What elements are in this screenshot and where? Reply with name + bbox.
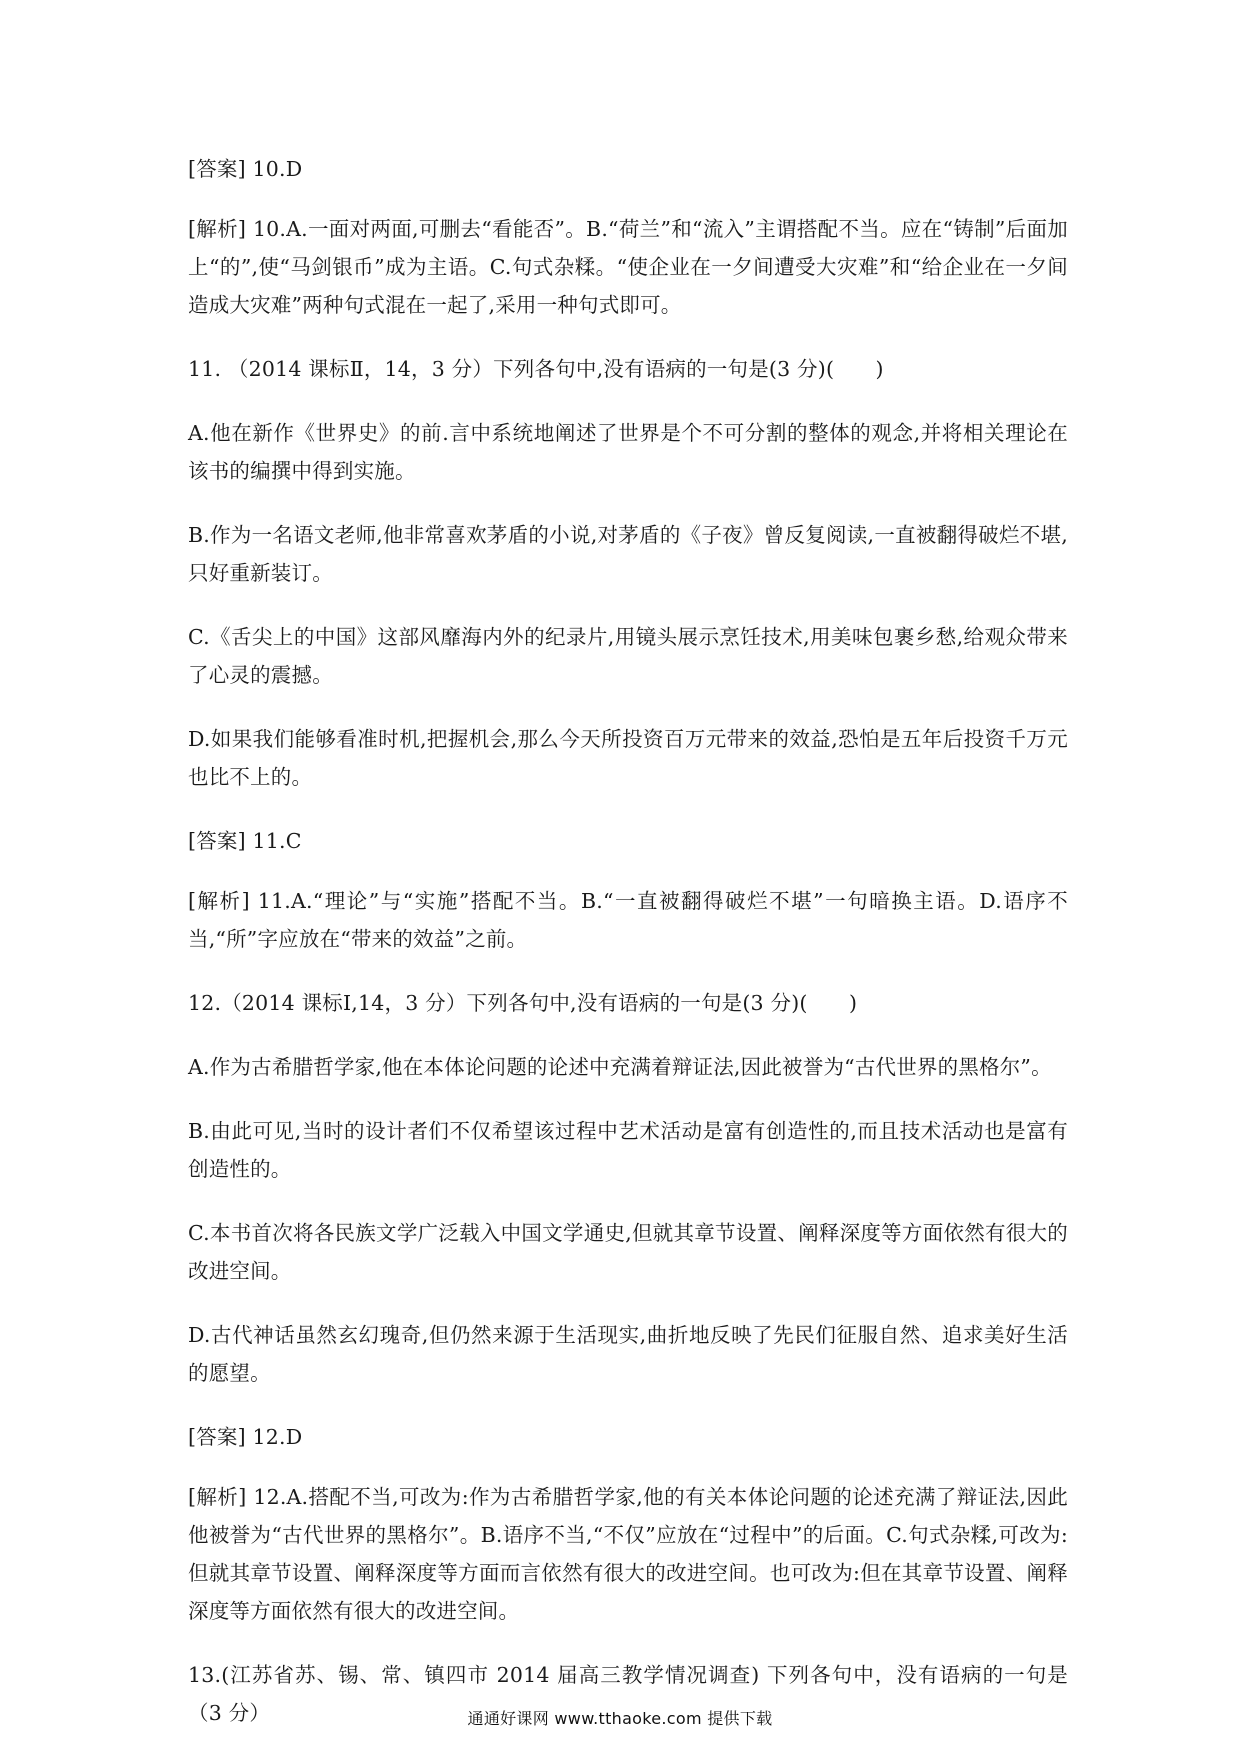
q11-option-c: C.《舌尖上的中国》这部风靡海内外的纪录片,用镜头展示烹饪技术,用美味包裹乡愁,给观众带来了心灵的震撼。 (188, 625, 1068, 687)
analysis-12: [解析] 12.A.搭配不当,可改为:作为古希腊哲学家,他的有关本体论问题的论述充满了辩证法,因此他被誉为“古代世界的黑格尔”。B.语序不当,“不仅”应放在“过程中”的后面。C.句式杂糅,可改为:但就其章节设置、阐释深度等方面而言依然有很大的改进空间。也可改为:但在其章节设置、阐释深度等方面依然有很大的改进空间。 (188, 1485, 1068, 1623)
answer-12: [答案] 12.D (188, 1425, 303, 1449)
q12-option-d: D.古代神话虽然玄幻瑰奇,但仍然来源于生活现实,曲折地反映了先民们征服自然、追求美好生活的愿望。 (188, 1323, 1068, 1385)
question-11: 11. （2014 课标Ⅱ，14，3 分）下列各句中,没有语病的一句是(3 分)( ) (188, 357, 884, 381)
document-body (188, 150, 1068, 1758)
question-13: 13.(江苏省苏、锡、常、镇四市 2014 届高三教学情况调查) 下列各句中，没有语病的一句是（3 分） (188, 1663, 1068, 1725)
q12-option-a: A.作为古希腊哲学家,他在本体论问题的论述中充满着辩证法,因此被誉为“古代世界的黑格尔”。 (188, 1055, 1052, 1079)
page-footer: 通通好课网 www.tthaoke.com 提供下载 (467, 1709, 773, 1728)
answer-11: [答案] 11.C (188, 829, 302, 853)
q11-option-a: A.他在新作《世界史》的前.言中系统地阐述了世界是个不可分割的整体的观念,并将相关理论在该书的编撰中得到实施。 (188, 421, 1068, 483)
q11-option-b: B.作为一名语文老师,他非常喜欢茅盾的小说,对茅盾的《子夜》曾反复阅读,一直被翻得破烂不堪,只好重新装订。 (188, 523, 1068, 585)
q11-option-d: D.如果我们能够看准时机,把握机会,那么今天所投资百万元带来的效益,恐怕是五年后投资千万元也比不上的。 (188, 727, 1068, 789)
q12-option-c: C.本书首次将各民族文学广泛载入中国文学通史,但就其章节设置、阐释深度等方面依然有很大的改进空间。 (188, 1221, 1068, 1283)
answer-10: [答案] 10.D (188, 157, 303, 181)
analysis-10: [解析] 10.A.一面对两面,可删去“看能否”。B.“荷兰”和“流入”主谓搭配不当。应在“铸制”后面加上“的”,使“马剑银币”成为主语。C.句式杂糅。“使企业在一夕间遭受大灾难”和“给企业在一夕间造成大灾难”两种句式混在一起了,采用一种句式即可。 (188, 217, 1068, 317)
q12-option-b: B.由此可见,当时的设计者们不仅希望该过程中艺术活动是富有创造性的,而且技术活动也是富有创造性的。 (188, 1119, 1068, 1181)
question-12: 12.（2014 课标Ⅰ,14，3 分）下列各句中,没有语病的一句是(3 分)( ) (188, 991, 858, 1015)
analysis-11: [解析] 11.A.“理论”与“实施”搭配不当。B.“一直被翻得破烂不堪”一句暗换主语。D.语序不当,“所”字应放在“带来的效益”之前。 (188, 889, 1068, 951)
